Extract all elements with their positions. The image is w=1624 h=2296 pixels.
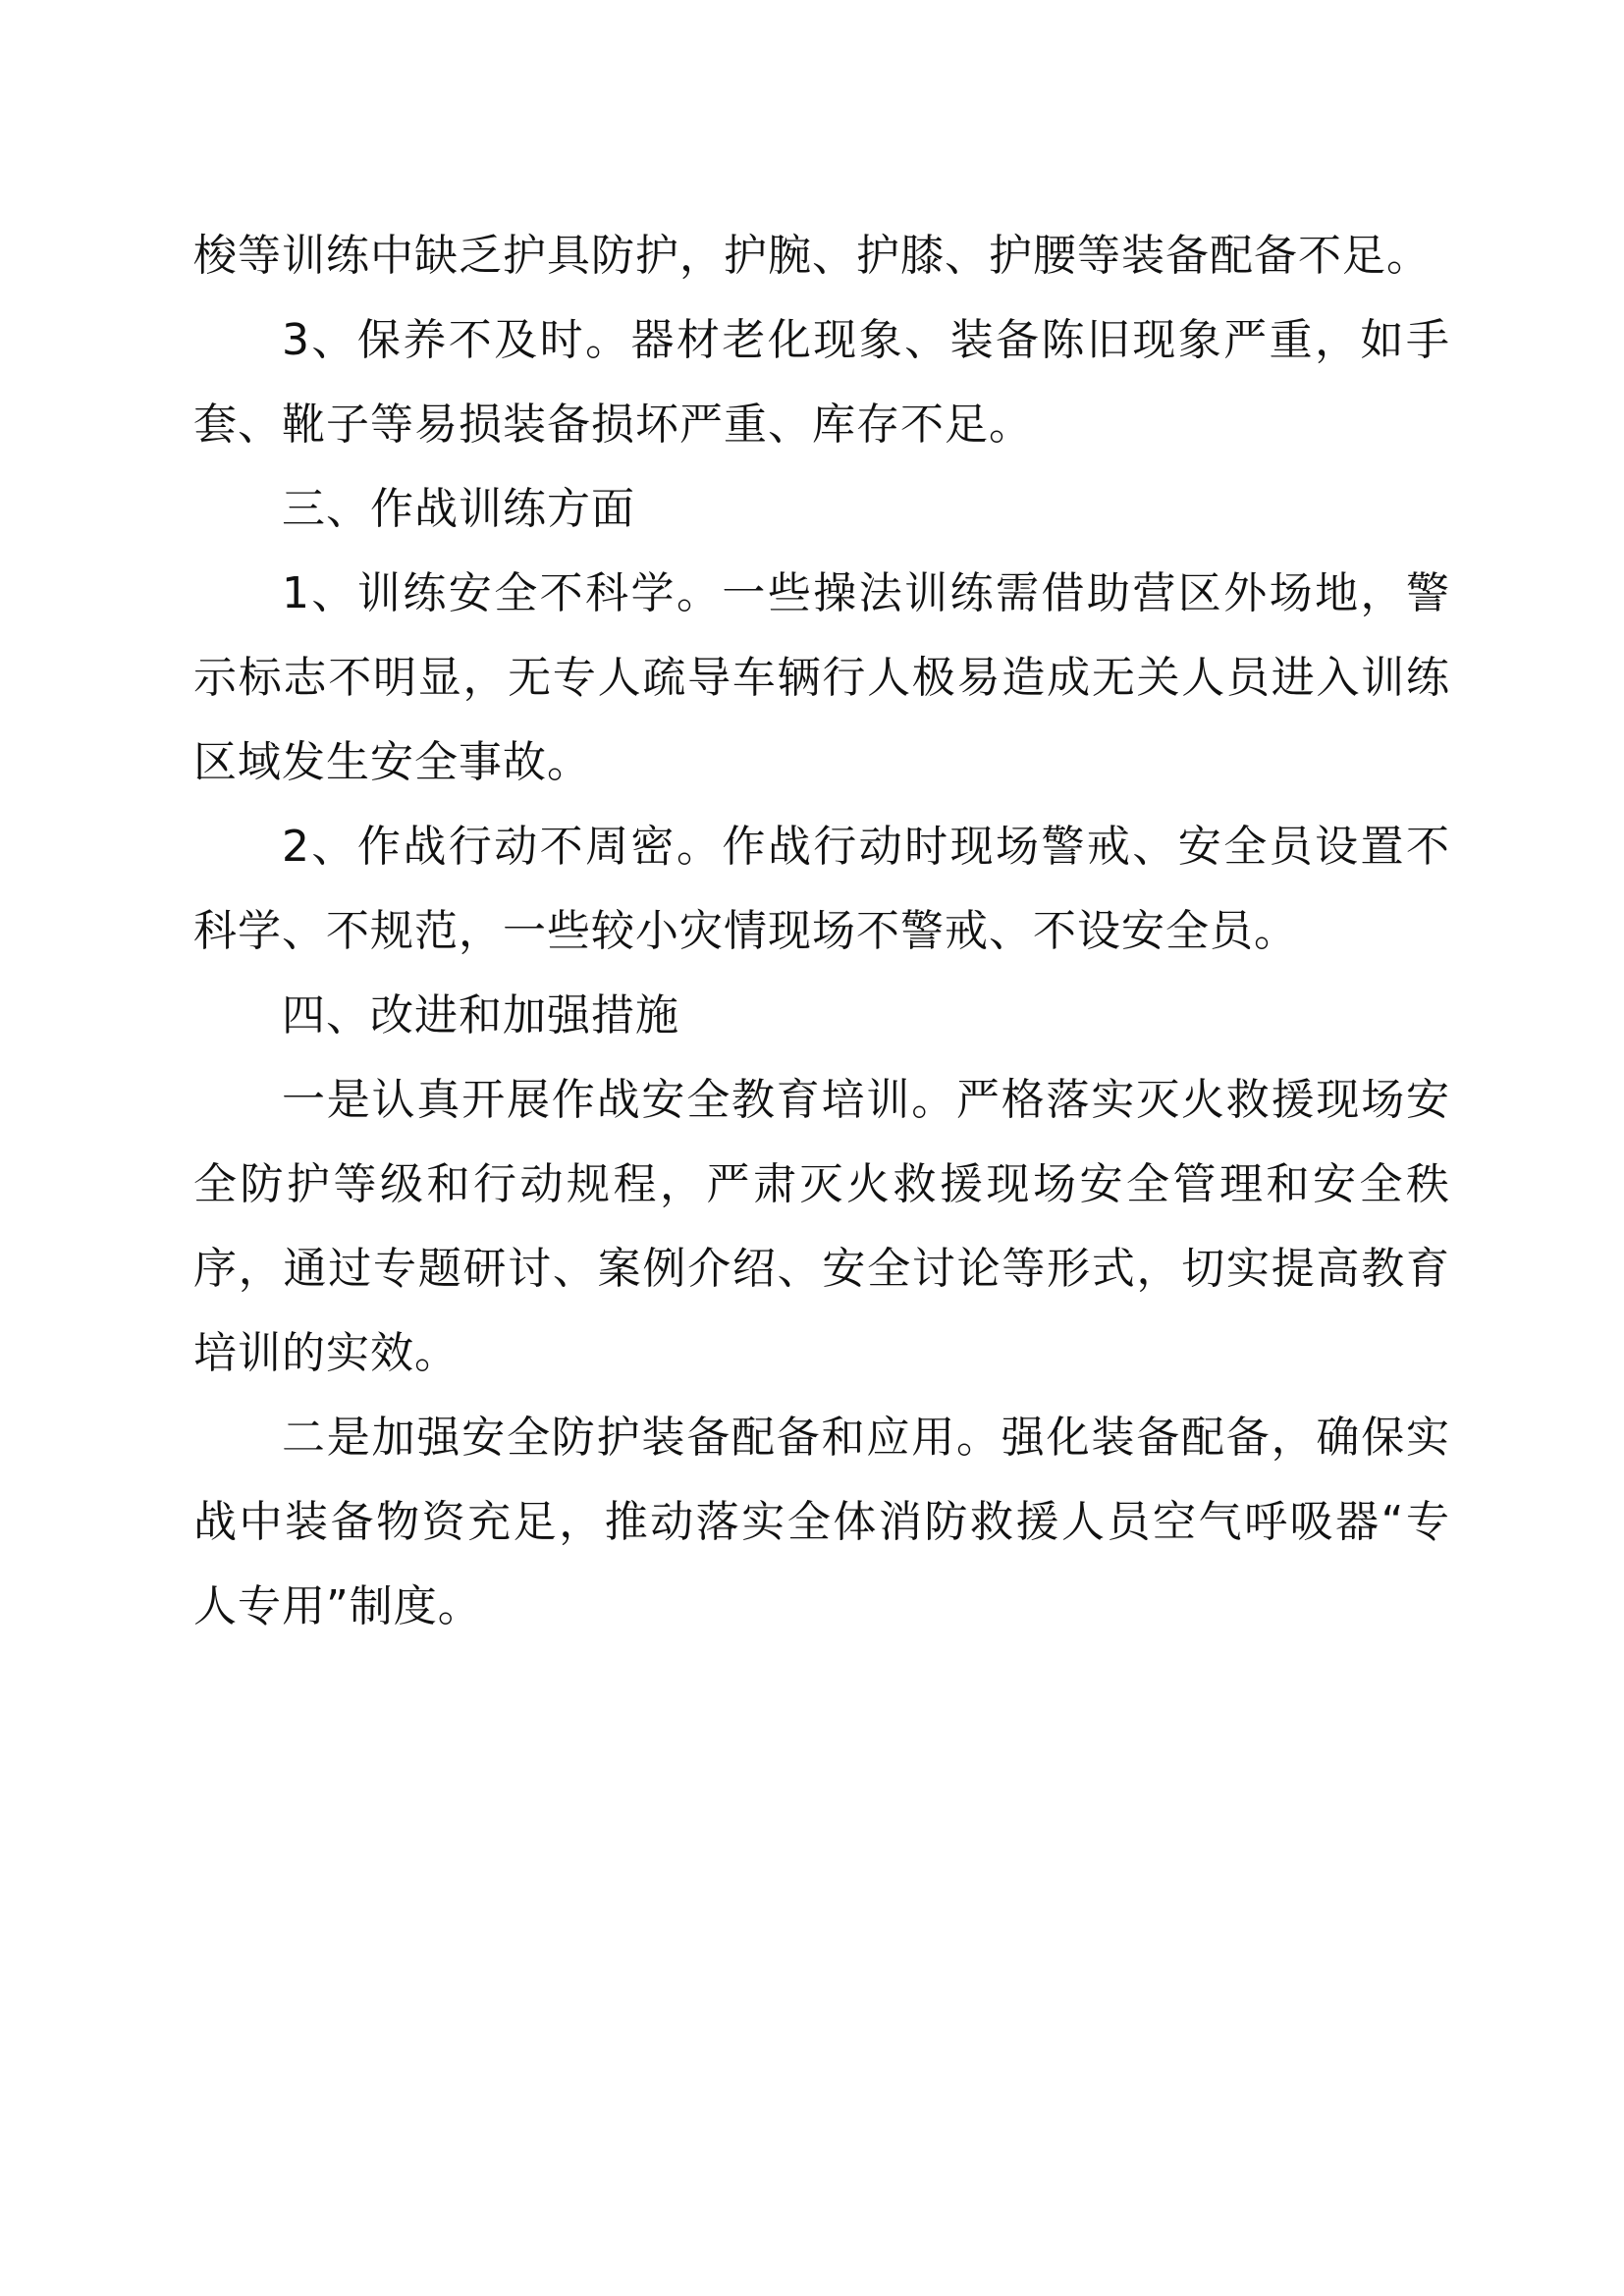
paragraph-maintenance: 3、保养不及时。器材老化现象、装备陈旧现象严重，如手套、靴子等易损装备损坏严重、库存不足。	[193, 315, 1450, 450]
section-heading-measures: 四、改进和加强措施	[282, 990, 679, 1041]
paragraph-operation-planning: 2、作战行动不周密。作战行动时现场警戒、安全员设置不科学、不规范，一些较小灾情现场不警戒、不设安全员。	[193, 822, 1450, 956]
section-heading-training: 三、作战训练方面	[282, 484, 635, 534]
paragraph-training-safety: 1、训练安全不科学。一些操法训练需借助营区外场地，警示标志不明显，无专人疏导车辆行人极易造成无关人员进入训练区域发生安全事故。	[193, 568, 1450, 787]
document-body	[193, 214, 1450, 1649]
paragraph-measure-one: 一是认真开展作战安全教育培训。严格落实灭火救援现场安全防护等级和行动规程，严肃灭火救援现场安全管理和安全秩序，通过专题研讨、案例介绍、安全讨论等形式，切实提高教育培训的实效。	[193, 1075, 1450, 1378]
paragraph-measure-two: 二是加强安全防护装备配备和应用。强化装备配备，确保实战中装备物资充足，推动落实全体消防救援人员空气呼吸器“专人专用”制度。	[193, 1413, 1450, 1631]
paragraph-continuation: 梭等训练中缺乏护具防护，护腕、护膝、护腰等装备配备不足。	[193, 231, 1431, 281]
